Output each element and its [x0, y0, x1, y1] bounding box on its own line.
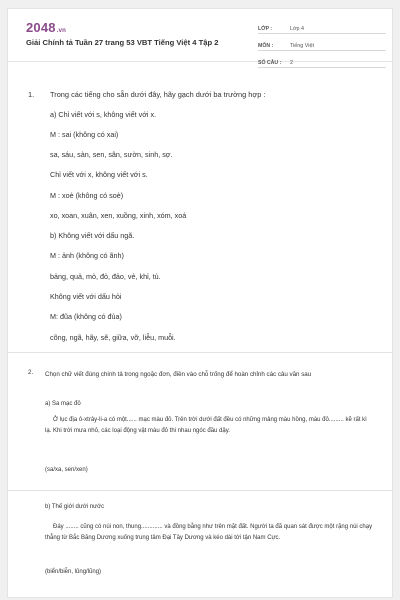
- part-hint: (sa/xa, sen/xen): [45, 467, 88, 473]
- meta-info: [258, 21, 386, 72]
- part-hint: (biển/biễn, lủng/lũng): [45, 569, 102, 575]
- part-heading: a) Sa mạc đỏ: [45, 401, 81, 407]
- question-statement: Chọn chữ viết đúng chính tả trong ngoặc đơn, điền vào chỗ trống để hoàn chỉnh các câu văn sau: [45, 371, 312, 378]
- q1-line: b) Không viết với dấu ngã.: [50, 231, 135, 240]
- document-title: Giải Chính tả Tuần 27 trang 53 VBT Tiếng Việt 4 Tập 2: [26, 38, 219, 47]
- site-logo[interactable]: 2048.vn: [26, 20, 67, 35]
- q1-line: M : ảnh (không có ãnh): [50, 251, 124, 260]
- part-text: Đáy ........ cũng có núi non, thung............. và đồng bằng như trên mặt đất. Người ta đã quan sát được một rặng núi chạy thẳng từ Bắc Băng Dương xuống trung tâm Đại Tây Dương và kéo dài tới tận Nam Cực.: [45, 524, 373, 541]
- meta-row-subject: MÔN : Tiếng Việt: [258, 38, 386, 51]
- section-divider: [8, 352, 392, 353]
- part-heading: b) Thế giới dưới nước: [45, 504, 105, 510]
- q1-line: M : sai (không có xai): [50, 130, 119, 139]
- q1-line: sa, sáu, sàn, sen, sân, sườn, sinh, sợ.: [50, 150, 173, 159]
- question-statement: Trong các tiếng cho sẵn dưới đây, hãy gạch dưới ba trường hợp :: [50, 90, 266, 99]
- q1-line: a) Chỉ viết với s, không viết với x.: [50, 110, 157, 119]
- section-divider: [8, 490, 393, 491]
- q1-line: cõng, ngã, hãy, sẽ, giữa, vỡ, liễu, muỗi.: [50, 333, 176, 342]
- q1-line: Chỉ viết với x, không viết với s.: [50, 170, 148, 179]
- q1-line: Không viết với dấu hỏi: [50, 292, 122, 301]
- q1-line: xo, xoan, xuân, xen, xuồng, xinh, xóm, xoá: [50, 211, 187, 220]
- meta-row-count: SỐ CÂU : 2: [258, 55, 386, 68]
- question-number: 2.: [28, 369, 34, 376]
- q1-line: bảng, quả, mỏ, đỏ, đảo, vẻ, khỉ, tủ.: [50, 272, 161, 281]
- question-number: 1.: [28, 90, 35, 99]
- part-text: Ở lục địa ô-xtrây-li-a có một...... mạc màu đỏ. Trên trời dưới đất đều có những mảng màu hồng, màu đỏ......... kẽ rất kì lạ. Khi trời mưa nhỏ, các loại động vật màu đỏ thi nhau ngóc đầu dậy.: [45, 417, 367, 434]
- meta-row-class: LỚP : Lớp 4: [258, 21, 386, 34]
- document-page: [7, 8, 393, 598]
- q1-line: M: đũa (không có đủa): [50, 312, 122, 321]
- document-header: [8, 9, 392, 66]
- q1-line: M : xoè (không có soè): [50, 191, 124, 200]
